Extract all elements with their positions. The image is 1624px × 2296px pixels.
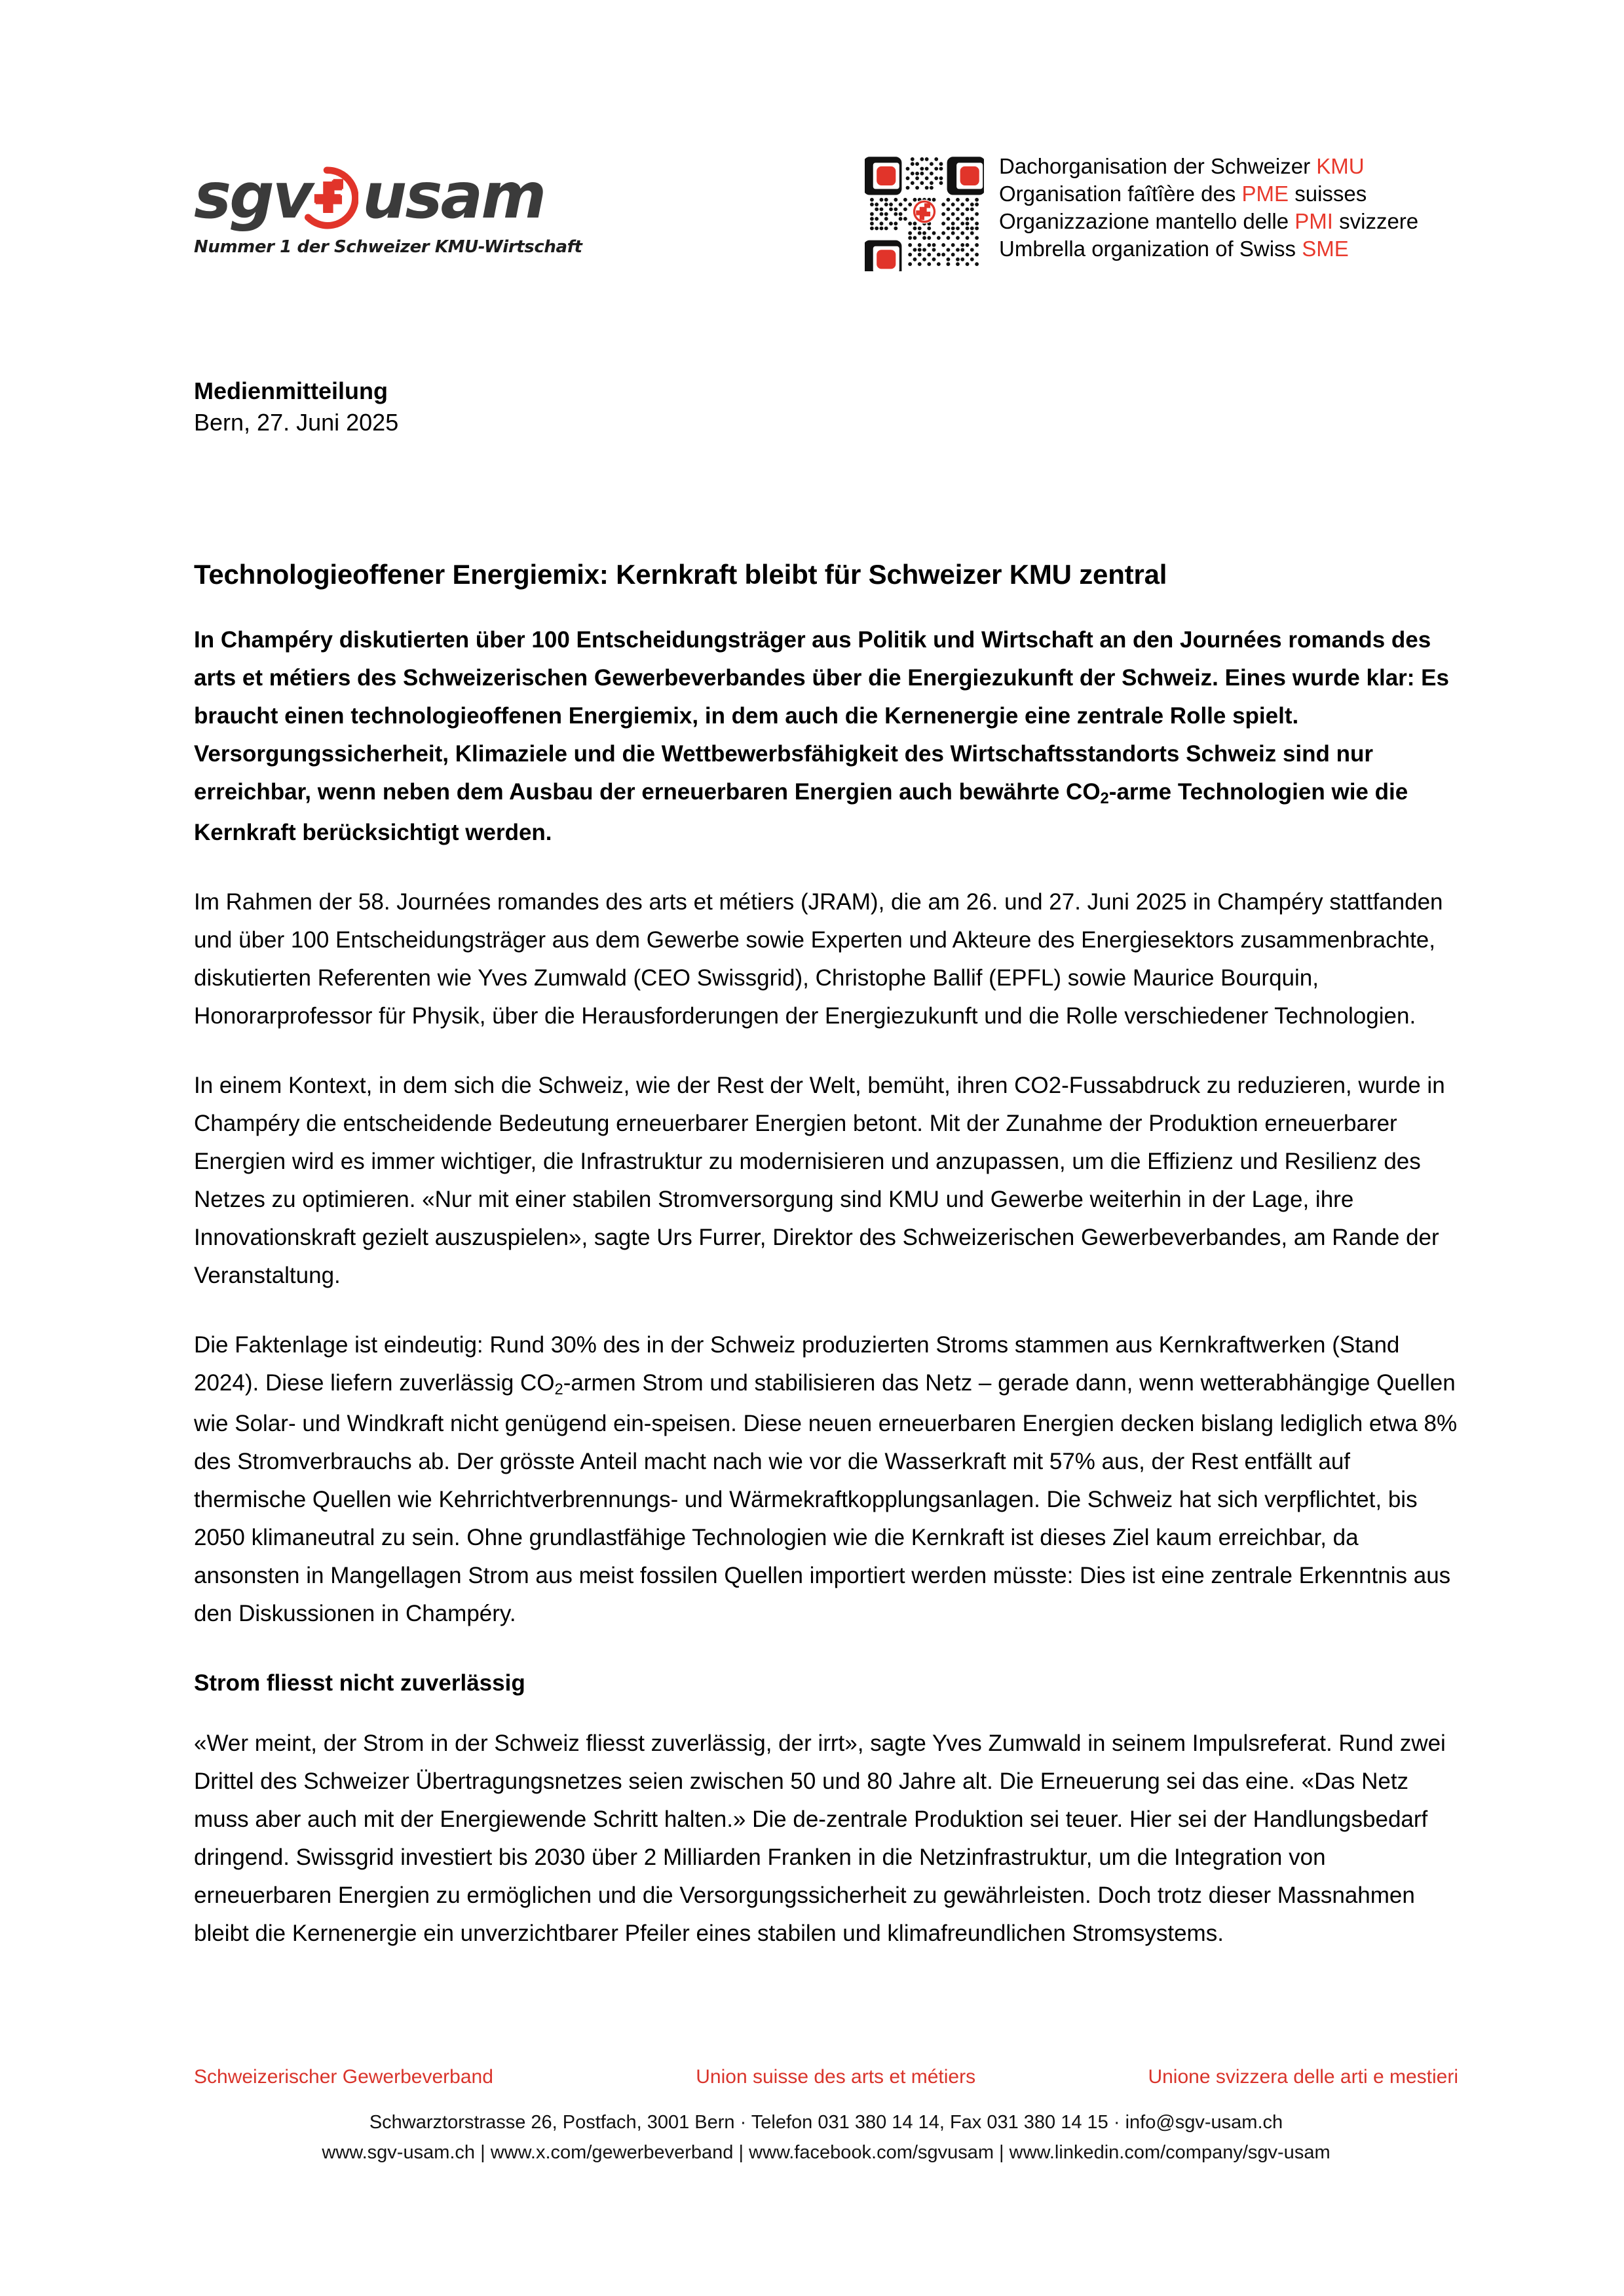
sgv-usam-logo <box>194 159 582 257</box>
logo-tagline: Nummer 1 der Schweizer KMU-Wirtschaft <box>194 237 582 257</box>
org-line-fr <box>999 180 1589 208</box>
document-meta <box>194 375 980 438</box>
page-title: Technologieoffener Energiemix: Kernkraft bleibt für Schweizer KMU zentral <box>194 559 1167 590</box>
org-line-en-prefix: Umbrella organization of Swiss <box>999 237 1302 261</box>
org-line-fr-accent: PME <box>1241 182 1289 206</box>
org-line-en <box>999 235 1589 263</box>
footer-address-line: Schwarztorstrasse 26, Postfach, 3001 Bern · Telefon 031 380 14 14, Fax 031 380 14 15 · info@sgv-usam.ch <box>369 2112 1283 2133</box>
lead-text-part-1: In Champéry diskutierten über 100 Entscheidungsträger aus Politik und Wirtschaft an den Journées romands des arts et métiers des Schweizerischen Gewerbeverbandes über die Energiezukunft der Schweiz. Eines wurde klar: Es braucht einen technologieoffenen Energiemix, in dem auch die Kernenergie eine zentrale Rolle spielt. Versorgungssicherheit, Klimaziele und die Wettbewerbsfähigkeit des Wirtschaftsstandorts Schweiz sind nur erreichbar, wenn neben dem Ausbau der erneuerbaren Energien auch bewährte CO <box>194 627 1449 805</box>
body-paragraph-1: Im Rahmen der 58. Journées romandes des arts et métiers (JRAM), die am 26. und 27. Juni 2025 in Champéry stattfanden und über 100 Entscheidungsträger aus dem Gewerbe sowie Experten und Akteure des Energiesektors zusammenbrachte, diskutierten Referenten wie Yves Zumwald (CEO Swissgrid), Christophe Ballif (EPFL) sowie Maurice Bourquin, Honorarprofessor für Physik, über die Herausforderungen der Energiezukunft und die Rolle verschiedener Technologien. <box>194 889 1443 1029</box>
body-paragraph-3-subscript: 2 <box>554 1381 563 1399</box>
logo-wordmark <box>194 159 548 233</box>
org-line-fr-prefix: Organisation faîtîère des <box>999 182 1242 206</box>
footer-organisation-names <box>194 2064 1458 2090</box>
footer-links-line[interactable]: www.sgv-usam.ch | www.x.com/gewerbeverband | www.facebook.com/sgvusam | www.linkedin.com/company/sgv-usam <box>322 2142 1331 2163</box>
document-type-label: Medienmitteilung <box>194 377 388 404</box>
logo-text-usam: usam <box>362 159 545 233</box>
org-line-it <box>999 208 1589 235</box>
org-line-it-prefix: Organizzazione mantello delle <box>999 209 1295 233</box>
org-line-de-accent: KMU <box>1316 154 1365 178</box>
body-paragraph-2: In einem Kontext, in dem sich die Schweiz, wie der Rest der Welt, bemüht, ihren CO2-Fussabdruck zu reduzieren, wurde in Champéry die entscheidende Bedeutung erneuerbarer Energien betont. Mit der Zunahme der Produktion erneuerbarer Energien wird es immer wichtiger, die Infrastruktur zu modernisieren und anzupassen, um die Effizienz und Resilienz des Netzes zu optimieren. «Nur mit einer stabilen Stromversorgung sind KMU und Gewerbe weiterhin in der Lage, ihre Innovationskraft gezielt auszuspielen», sagte Urs Furrer, Direktor des Schweizerischen Gewerbeverbandes, am Rande der Veranstaltung. <box>194 1073 1445 1288</box>
place-and-date: Bern, 27. Juni 2025 <box>194 409 399 436</box>
lead-subscript: 2 <box>1100 790 1109 808</box>
org-line-en-accent: SME <box>1302 237 1349 261</box>
body-paragraph-3-part-2: -armen Strom und stabilisieren das Netz – gerade dann, wenn wetterabhängige Quellen wie Solar- und Windkraft nicht genügend ein-speisen. Diese neuen erneuerbaren Energien decken bislang lediglich etwa 8% des Stromverbrauchs ab. Der grösste Anteil macht nach wie vor die Wasserkraft mit 57% aus, der Rest entfällt auf thermische Quellen wie Kehrrichtverbrennungs- und Wärmekraftkopplungsanlagen. Die Schweiz hat sich verpflichtet, bis 2050 klimaneutral zu sein. Ohne grundlastfähige Technologien wie die Kernkraft ist dieses Ziel kaum erreichbar, da ansonsten in Mangellagen Strom aus meist fossilen Quellen importiert werden müsste: Dies ist eine zentrale Erkenntnis aus den Diskussionen in Champéry. <box>194 1370 1458 1626</box>
org-line-it-accent: PMI <box>1294 209 1333 233</box>
org-line-it-suffix: svizzere <box>1332 209 1419 233</box>
org-line-de-prefix: Dachorganisation der Schweizer <box>999 154 1317 178</box>
body-paragraph-3-part-1: Die Faktenlage ist eindeutig: Rund 30% des in der Schweiz produzierten Stroms stammen aus Kernkraftwerken (Stand 2024). Diese liefern zuverlässig CO <box>194 1332 1400 1396</box>
section-subheading: Strom fliesst nicht zuverlässig <box>194 1670 525 1696</box>
org-line-de <box>999 153 1589 180</box>
lead-text-part-2: -arme Technologien wie die Kernkraft berücksichtigt werden. <box>194 779 1408 845</box>
body-paragraph-3 <box>194 1326 1458 1633</box>
body-paragraph-4: «Wer meint, der Strom in der Schweiz fliesst zuverlässig, der irrt», sagte Yves Zumwald in seinem Impulsreferat. Rund zwei Drittel des Schweizer Übertragungsnetzes seien zwischen 50 und 80 Jahre alt. Die Erneuerung sei das eine. «Das Netz muss aber auch mit der Energiewende Schritt halten.» Die de-zentrale Produktion sei teuer. Hier sei der Handlungsbedarf dringend. Swissgrid investiert bis 2030 über 2 Milliarden Franken in die Netzinfrastruktur, um die Integration von erneuerbaren Energien zu ermöglichen und die Versorgungssicherheit zu gewährleisten. Doch trotz dieser Massnahmen bleibt die Kernenergie ein unverzichtbarer Pfeiler eines stabilen und klimafreundlichen Stromsystems. <box>194 1731 1446 1946</box>
footer-org-fr: Union suisse des arts et métiers <box>696 2066 976 2088</box>
document-footer <box>194 2064 1458 2168</box>
lead-paragraph <box>194 621 1458 852</box>
sgv-usam-swiss-cross-emblem-icon <box>295 166 358 229</box>
footer-org-de: Schweizerischer Gewerbeverband <box>194 2066 493 2088</box>
org-line-fr-suffix: suisses <box>1289 182 1367 206</box>
article-body <box>194 557 1458 1953</box>
document-header <box>0 0 1624 308</box>
organisation-descriptor-lines <box>999 153 1589 263</box>
logo-text-sgv: sgv <box>194 159 312 233</box>
qr-code-sgv-usam[interactable] <box>865 152 984 271</box>
footer-org-it: Unione svizzera delle arti e mestieri <box>1148 2066 1458 2088</box>
